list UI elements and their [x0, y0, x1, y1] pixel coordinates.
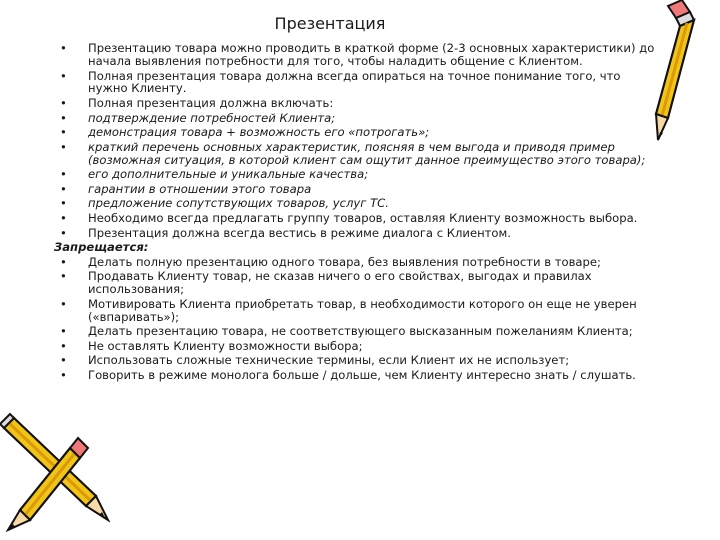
list-item-text: предложение сопутствующих товаров, услуг ТС.	[88, 196, 389, 211]
list-item	[60, 126, 655, 139]
list-item	[60, 97, 655, 110]
crossed-pencils-icon	[0, 408, 110, 533]
list-item	[60, 197, 655, 210]
list-item	[60, 298, 655, 324]
bullet-icon: •	[60, 96, 67, 110]
list-item	[60, 168, 655, 181]
list-item-text: Делать презентацию товара, не соответствующего высказанным пожеланиям Клиента;	[88, 324, 633, 339]
list-item-text: Не оставлять Клиенту возможности выбора;	[88, 338, 363, 353]
list-item	[60, 340, 655, 353]
bullet-icon: •	[60, 125, 67, 140]
pencil-icon	[646, 0, 716, 150]
list-item-text: Говорить в режиме монолога больше / дольше, чем Клиенту интересно знать / слушать.	[88, 368, 636, 383]
slide-content	[54, 41, 655, 384]
bullet-icon: •	[60, 353, 67, 368]
list-item	[60, 183, 655, 196]
bullet-icon: •	[60, 254, 67, 269]
list-item	[60, 354, 655, 367]
bullet-icon: •	[60, 368, 67, 383]
bullet-icon: •	[60, 211, 67, 226]
list-item-text: его дополнительные и уникальные качества;	[88, 167, 369, 182]
list-item-text: демонстрация товара + возможность его «потрогать»;	[88, 125, 430, 140]
bullet-icon: •	[60, 296, 67, 311]
list-item-text: Необходимо всегда предлагать группу товаров, оставляя Клиенту возможность выбора.	[88, 211, 638, 226]
list-item	[60, 70, 655, 96]
bullet-icon: •	[60, 338, 67, 353]
list-item	[60, 270, 655, 296]
list-item	[60, 369, 655, 382]
list-item-text: Полная презентация должна включать:	[88, 96, 334, 110]
bullet-icon: •	[60, 181, 67, 196]
list-item-text: Полная презентация товара должна всегда опираться на точное понимание того, что нужно Клиенту.	[88, 68, 621, 96]
bullet-icon: •	[60, 269, 67, 284]
list-item-text: Делать полную презентацию одного товара, без выявления потребности в товаре;	[88, 254, 601, 269]
list-item-text: Мотивировать Клиента приобретать товар, в необходимости которого он еще не уверен («впаривать»);	[88, 296, 637, 324]
list-item	[60, 141, 655, 167]
bullet-icon: •	[60, 196, 67, 211]
main-bullet-list	[60, 42, 655, 240]
bullet-icon: •	[60, 167, 67, 182]
list-item	[60, 325, 655, 338]
bullet-icon: •	[60, 110, 67, 125]
pencil-tip	[656, 114, 668, 140]
list-item	[60, 227, 655, 240]
slide-title: Презентация	[274, 14, 386, 33]
list-item	[60, 212, 655, 225]
list-item-text: Презентация должна всегда вестись в режиме диалога с Клиентом.	[88, 225, 511, 240]
list-item	[60, 42, 655, 68]
list-item-text: Продавать Клиенту товар, не сказав ничего о его свойствах, выгодах и правилах использования;	[88, 269, 592, 297]
bullet-icon: •	[60, 41, 67, 55]
forbidden-bullet-list	[60, 256, 655, 382]
bullet-icon: •	[60, 139, 67, 154]
list-item-text: подтверждение потребностей Клиента;	[88, 110, 336, 125]
forbidden-heading: Запрещается:	[54, 240, 149, 255]
list-item-text: Использовать сложные технические термины, если Клиент их не использует;	[88, 353, 570, 368]
bullet-icon: •	[60, 68, 67, 83]
bullet-icon: •	[60, 225, 67, 240]
list-item-text: гарантии в отношении этого товара	[88, 181, 312, 196]
list-item-text: Презентацию товара можно проводить в краткой форме (2-3 основных характеристики) до начала выявления потребности для того, чтобы наладить общение с Клиентом.	[88, 41, 655, 68]
bullet-icon: •	[60, 324, 67, 339]
list-item	[60, 256, 655, 269]
list-item-text: краткий перечень основных характеристик, поясняя в чем выгода и приводя пример (возможная ситуация, в которой клиент сам ощутит данное преимущество этого товара);	[88, 139, 646, 167]
list-item	[60, 112, 655, 125]
